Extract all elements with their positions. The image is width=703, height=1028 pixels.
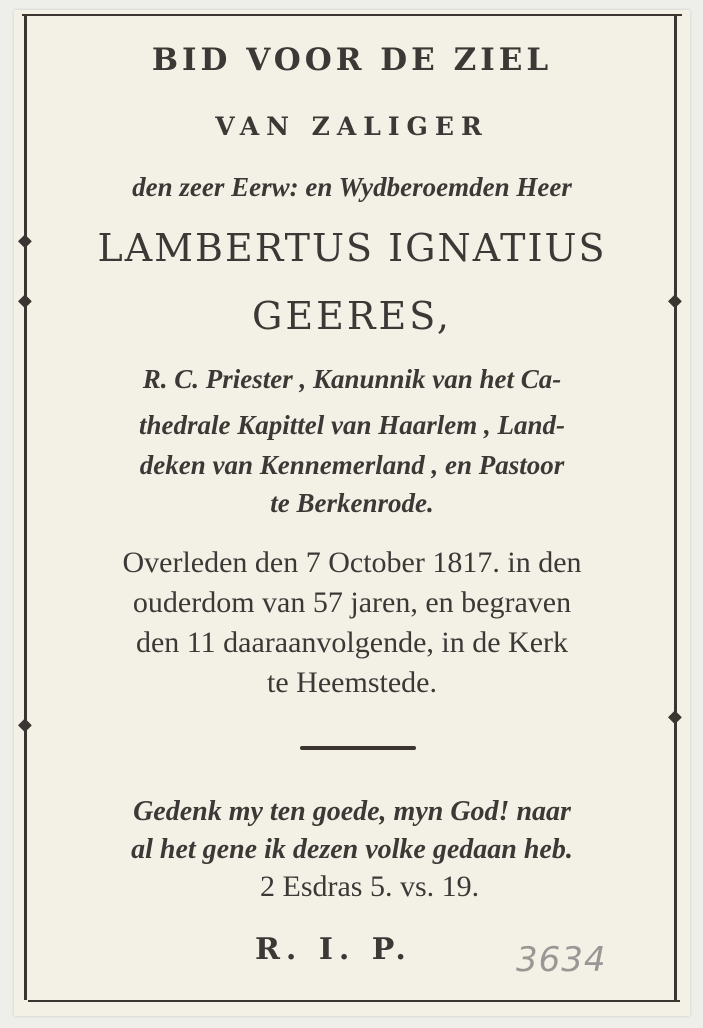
- title-line-2: thedrale Kapittel van Haarlem , Land-: [139, 410, 565, 440]
- frame-ornament-icon: ◆: [668, 290, 682, 311]
- verse-reference: 2 Esdras 5. vs. 19.: [260, 870, 480, 903]
- rip-line: R. I. P.: [255, 932, 412, 967]
- frame-border-right: [674, 16, 677, 1000]
- verse-line-1: Gedenk my ten goede, myn God! naar: [133, 796, 571, 827]
- frame-ornament-icon: ◆: [18, 290, 32, 311]
- death-line-4: te Heemstede.: [267, 666, 437, 699]
- title-line-1: R. C. Priester , Kanunnik van het Ca-: [142, 364, 562, 394]
- verse-line-2: al het gene ik dezen volke gedaan heb.: [131, 834, 573, 865]
- title-line-3: deken van Kennemerland , en Pastoor: [139, 450, 565, 480]
- header-prayer-line: BID VOOR DE ZIEL: [151, 42, 553, 78]
- frame-border-left: [24, 16, 27, 1000]
- frame-ornament-icon: ◆: [668, 706, 682, 727]
- frame-ornament-icon: ◆: [18, 714, 32, 735]
- death-line-3: den 11 daaraanvolgende, in de Kerk: [135, 626, 569, 659]
- section-divider: [300, 746, 416, 750]
- header-van-zaliger: VAN ZALIGER: [215, 112, 489, 141]
- deceased-surname: GEERES,: [252, 294, 452, 338]
- inventory-number: 3634: [516, 940, 607, 980]
- title-line-4: te Berkenrode.: [270, 488, 434, 518]
- death-line-1: Overleden den 7 October 1817. in den: [122, 546, 582, 579]
- honorific-line: den zeer Eerw: en Wydberoemden Heer: [132, 172, 572, 202]
- frame-border-top: [22, 14, 682, 16]
- frame-border-bottom: [28, 1000, 680, 1002]
- frame-ornament-icon: ◆: [18, 230, 32, 251]
- death-line-2: ouderdom van 57 jaren, en begraven: [132, 586, 572, 619]
- deceased-given-names: LAMBERTUS IGNATIUS: [97, 226, 607, 270]
